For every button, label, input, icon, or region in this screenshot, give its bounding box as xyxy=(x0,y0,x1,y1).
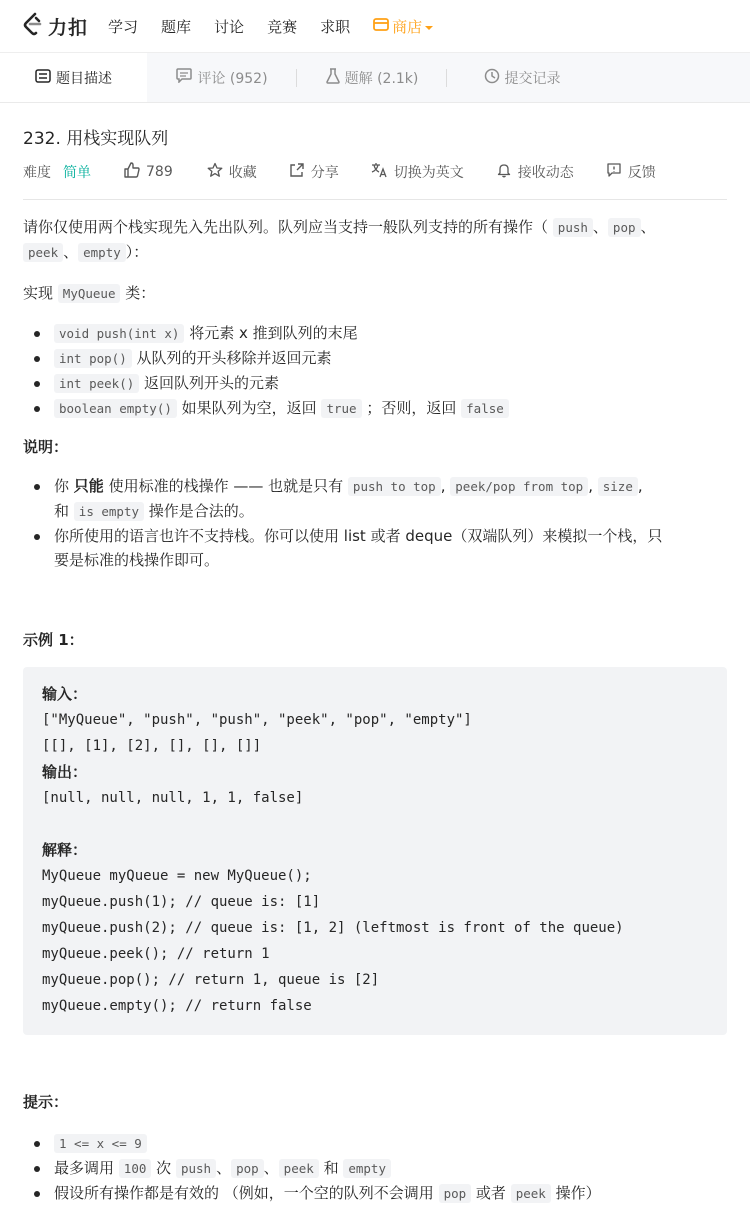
bell-icon xyxy=(496,162,512,182)
code-myqueue: MyQueue xyxy=(58,284,121,303)
collect-label: 收藏 xyxy=(228,165,257,181)
tab-solutions[interactable] xyxy=(297,53,447,102)
example-explain-line: myQueue.push(1); // queue is: [1] xyxy=(42,894,321,910)
code-peek-pop-from-top: peek/pop from top xyxy=(450,477,588,496)
code-peek: peek xyxy=(511,1184,551,1203)
chevron-down-icon xyxy=(425,17,433,35)
note-emphasis: 只能 xyxy=(73,477,104,495)
note-text: 使用标准的栈操作 —— 也就是只有 xyxy=(108,477,344,495)
difficulty-label: 难度 xyxy=(23,165,51,181)
logo-text: 力扣 xyxy=(48,16,89,39)
flask-icon xyxy=(326,68,340,88)
nav-item-discuss[interactable]: 讨论 xyxy=(214,17,245,36)
example-output-label: 输出： xyxy=(42,763,88,781)
code-peek: peek xyxy=(23,243,63,262)
hint-text: 最多调用 xyxy=(54,1159,115,1177)
example-explain-line: myQueue.empty(); // return false xyxy=(42,998,312,1014)
code-empty: empty xyxy=(343,1159,391,1178)
clock-icon xyxy=(484,68,500,88)
hint-list xyxy=(0,1131,727,1206)
list-item xyxy=(0,1156,727,1181)
difficulty-badge: 简单 xyxy=(63,165,91,181)
list-item xyxy=(0,396,727,421)
nav-item-jobs[interactable]: 求职 xyxy=(320,17,351,36)
feedback-label: 反馈 xyxy=(627,165,656,181)
nav-item-learn[interactable]: 学习 xyxy=(108,17,139,36)
implement-line xyxy=(23,281,727,306)
code-push: push xyxy=(176,1159,216,1178)
example-explain-line: myQueue.push(2); // queue is: [1, 2] (leftmost is front of the queue) xyxy=(42,920,624,936)
list-item xyxy=(0,346,727,371)
code-pop: pop xyxy=(608,218,641,237)
code-push: push xyxy=(553,218,593,237)
method-description: 返回队列开头的元素 xyxy=(144,374,280,392)
description-icon xyxy=(35,69,51,87)
method-description: 从队列的开头移除并返回元素 xyxy=(136,349,332,367)
problem-title: 232. 用栈实现队列 xyxy=(23,129,169,149)
tab-label: 题目描述 xyxy=(56,70,112,87)
example-input-line: [[], [1], [2], [], [], []] xyxy=(42,738,262,754)
code-empty: empty xyxy=(78,243,126,262)
note-text: 操作是合法的。 xyxy=(148,502,254,520)
description-text: ）： xyxy=(125,243,149,261)
switch-language-button[interactable] xyxy=(371,162,464,182)
list-item xyxy=(0,1131,727,1156)
example-output-line: [null, null, null, 1, 1, false] xyxy=(42,790,304,806)
store-label: 商店 xyxy=(392,17,423,36)
hint-text: 假设所有操作都是有效的 （例如，一个空的队列不会调用 xyxy=(54,1184,434,1202)
problem-meta-bar xyxy=(23,161,727,183)
feedback-button[interactable] xyxy=(606,162,656,182)
method-list xyxy=(0,321,727,421)
share-label: 分享 xyxy=(310,165,339,181)
description-text: 请你仅使用两个栈实现先入先出队列。队列应当支持一般队列支持的所有操作（ xyxy=(23,218,549,236)
list-item: 你 只能 使用标准的栈操作 —— 也就是只有 push to top , peek/pop from top , size , 和 is empty 操作是合法的。 xyxy=(0,474,727,524)
separator: 、 xyxy=(640,218,656,236)
comment-icon xyxy=(176,68,192,87)
note-heading: 说明： xyxy=(23,438,69,456)
subscribe-button[interactable] xyxy=(496,162,574,182)
hint-heading: 提示： xyxy=(23,1093,69,1111)
method-description: 将元素 x 推到队列的末尾 xyxy=(189,324,358,342)
note-list xyxy=(0,474,727,572)
code-true: true xyxy=(321,399,361,418)
description-intro xyxy=(23,215,727,265)
hint-text: 和 xyxy=(323,1159,339,1177)
note-text: 你 xyxy=(54,477,70,495)
share-icon xyxy=(289,162,305,182)
blank-line xyxy=(42,811,708,837)
list-item xyxy=(0,1181,727,1206)
method-description: ；否则，返回 xyxy=(366,399,457,417)
tab-comments[interactable] xyxy=(147,53,297,102)
thumbs-up-icon xyxy=(124,162,140,182)
example-explain-label: 解释： xyxy=(42,841,88,859)
note-text: 你所使用的语言也许不支持栈。你可以使用 list 或者 deque（双端队列）来模拟一个栈，只 xyxy=(54,527,663,545)
translate-icon xyxy=(371,162,388,182)
tab-submissions[interactable] xyxy=(447,53,597,102)
problem-tabs xyxy=(0,53,750,103)
code-method: int peek() xyxy=(54,374,139,393)
divider xyxy=(23,199,727,200)
leetcode-logo-icon xyxy=(22,12,44,40)
tab-description[interactable] xyxy=(0,53,147,102)
example-explain-line: MyQueue myQueue = new MyQueue(); xyxy=(42,868,312,884)
example-explain-line: myQueue.pop(); // return 1, queue is [2] xyxy=(42,972,380,988)
star-icon xyxy=(207,162,223,182)
logo[interactable] xyxy=(22,12,88,40)
top-navbar xyxy=(0,0,750,53)
note-text: 要是标准的栈操作即可。 xyxy=(54,551,220,569)
description-text: 实现 xyxy=(23,284,54,302)
description-text: 类： xyxy=(125,284,156,302)
code-constraint: 1 <= x <= 9 xyxy=(54,1134,147,1153)
example-input-label: 输入： xyxy=(42,685,88,703)
list-item xyxy=(0,524,727,572)
separator: 、 xyxy=(263,1159,279,1177)
example-explain-line: myQueue.peek(); // return 1 xyxy=(42,946,270,962)
code-false: false xyxy=(461,399,509,418)
nav-item-contest[interactable]: 竞赛 xyxy=(267,17,298,36)
hint-text: 或者 xyxy=(475,1184,506,1202)
store-icon xyxy=(373,17,389,35)
code-method: int pop() xyxy=(54,349,132,368)
like-button[interactable] xyxy=(124,162,173,182)
code-method: boolean empty() xyxy=(54,399,177,418)
share-button[interactable] xyxy=(289,162,339,182)
collect-button[interactable] xyxy=(207,162,257,182)
nav-item-store[interactable] xyxy=(373,16,433,37)
tab-label: 题解 (2.1k) xyxy=(344,70,419,87)
example-block xyxy=(23,667,727,1035)
switch-language-label: 切换为英文 xyxy=(393,165,464,181)
code-pop: pop xyxy=(439,1184,472,1203)
subscribe-label: 接收动态 xyxy=(517,165,574,181)
list-item xyxy=(0,321,727,346)
nav-item-problems[interactable]: 题库 xyxy=(161,17,192,36)
separator: 、 xyxy=(63,243,79,261)
hint-text: 次 xyxy=(156,1159,172,1177)
code-size: size xyxy=(598,477,638,496)
like-count: 789 xyxy=(146,164,173,180)
code-pop: pop xyxy=(231,1159,264,1178)
note-text: 和 xyxy=(54,502,70,520)
problem-content xyxy=(0,124,750,1206)
separator: 、 xyxy=(216,1159,232,1177)
example-heading: 示例 1： xyxy=(23,631,84,649)
tab-label: 提交记录 xyxy=(504,70,561,87)
code-is-empty: is empty xyxy=(74,502,144,521)
code-peek: peek xyxy=(279,1159,319,1178)
list-item xyxy=(0,371,727,396)
code-push-to-top: push to top xyxy=(348,477,441,496)
hint-text: 操作） xyxy=(555,1184,601,1202)
separator: 、 xyxy=(592,218,608,236)
tab-label: 评论 (952) xyxy=(197,70,268,87)
example-input-line: ["MyQueue", "push", "push", "peek", "pop", "empty"] xyxy=(42,712,472,728)
feedback-icon xyxy=(606,162,622,182)
code-method: void push(int x) xyxy=(54,324,184,343)
code-call-count: 100 xyxy=(119,1159,152,1178)
method-description: 如果队列为空，返回 xyxy=(181,399,317,417)
